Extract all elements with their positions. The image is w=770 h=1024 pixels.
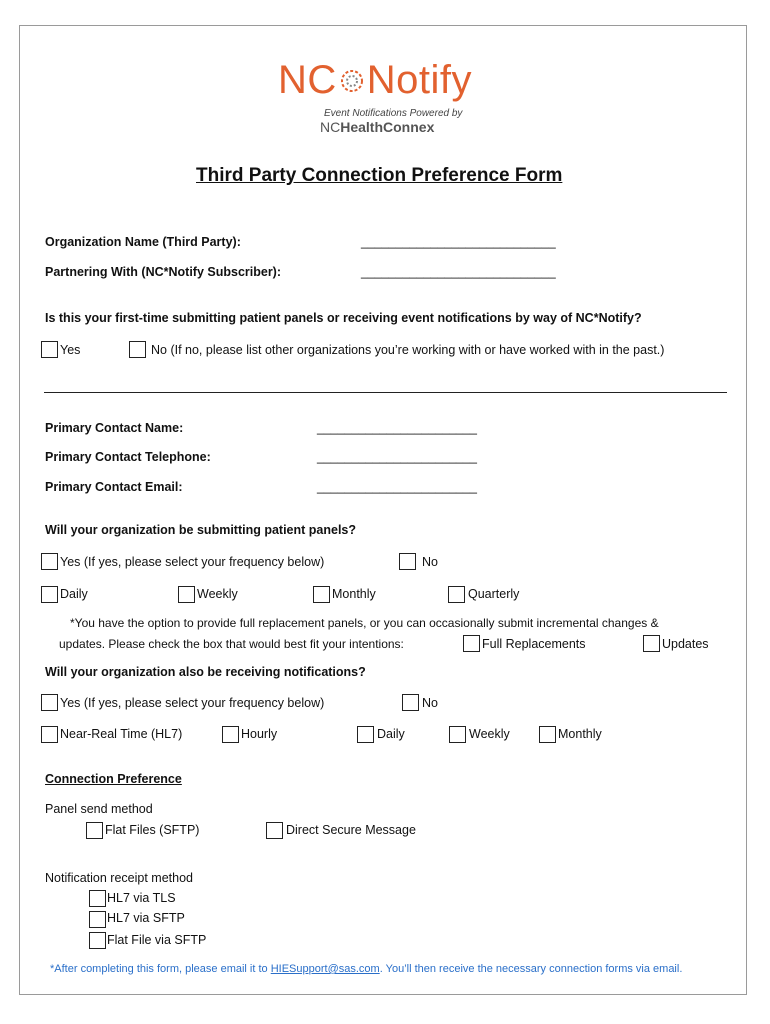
panels-no-checkbox[interactable] <box>399 553 416 570</box>
panels-weekly-checkbox[interactable] <box>178 586 195 603</box>
updates-label: Updates <box>662 637 709 651</box>
notifications-yes-label: Yes (If yes, please select your frequency below) <box>60 696 325 710</box>
logo-swirl-icon <box>338 67 366 95</box>
ncnotify-logo <box>278 58 472 103</box>
flat-files-sftp-label: Flat Files (SFTP) <box>105 823 200 837</box>
panels-weekly-label: Weekly <box>197 587 238 601</box>
first-time-question: Is this your first-time submitting patient panels or receiving event notifications by way of NC*Notify? <box>45 311 642 325</box>
contact-name-field[interactable]: _______________________ <box>317 421 477 435</box>
notif-realtime-checkbox[interactable] <box>41 726 58 743</box>
logo-tagline: Event Notifications Powered by <box>324 108 463 119</box>
flat-file-sftp-label: Flat File via SFTP <box>107 933 207 947</box>
notif-hourly-checkbox[interactable] <box>222 726 239 743</box>
notifications-question: Will your organization also be receiving notifications? <box>45 665 366 679</box>
panels-note-line1: *You have the option to provide full replacement panels, or you can occasionally submit incremental changes & <box>70 616 659 630</box>
notifications-yes-checkbox[interactable] <box>41 694 58 711</box>
panels-yes-label: Yes (If yes, please select your frequency below) <box>60 555 325 569</box>
notif-daily-label: Daily <box>377 727 405 741</box>
first-time-yes-checkbox[interactable] <box>41 341 58 358</box>
first-time-no-checkbox[interactable] <box>129 341 146 358</box>
full-replacements-checkbox[interactable] <box>463 635 480 652</box>
flat-files-sftp-checkbox[interactable] <box>86 822 103 839</box>
notif-hourly-label: Hourly <box>241 727 278 741</box>
contact-phone-field[interactable]: _______________________ <box>317 450 477 464</box>
support-email-link[interactable]: HIESupport@sas.com <box>270 963 380 975</box>
partner-label: Partnering With (NC*Notify Subscriber): <box>45 265 282 279</box>
panels-yes-checkbox[interactable] <box>41 553 58 570</box>
healthconnex-logo <box>320 119 434 137</box>
panels-quarterly-checkbox[interactable] <box>448 586 465 603</box>
panels-question: Will your organization be submitting patient panels? <box>45 523 357 537</box>
notifications-no-label: No <box>422 696 438 710</box>
panels-no-label: No <box>422 555 438 569</box>
connection-heading: Connection Preference <box>45 772 182 786</box>
hl7-tls-checkbox[interactable] <box>89 890 106 907</box>
panels-daily-label: Daily <box>60 587 88 601</box>
contact-email-field[interactable]: _______________________ <box>317 480 477 494</box>
full-replacements-label: Full Replacements <box>482 637 586 651</box>
first-time-yes-label: Yes <box>60 343 81 357</box>
section-divider <box>44 392 727 393</box>
logo-hc-prefix: NC <box>320 119 341 135</box>
hl7-sftp-label: HL7 via SFTP <box>107 911 185 925</box>
contact-email-label: Primary Contact Email: <box>45 480 183 494</box>
footer-after: . You’ll then receive the necessary connection forms via email. <box>379 963 683 975</box>
logo-nc-text: NC <box>278 58 337 102</box>
notif-daily-checkbox[interactable] <box>357 726 374 743</box>
flat-file-sftp-checkbox[interactable] <box>89 932 106 949</box>
notif-weekly-label: Weekly <box>469 727 510 741</box>
footer-before: *After completing this form, please email it to <box>50 963 271 975</box>
partner-field[interactable]: ____________________________ <box>361 265 556 279</box>
contact-phone-label: Primary Contact Telephone: <box>45 450 211 464</box>
panel-method-label: Panel send method <box>45 802 153 816</box>
panels-monthly-checkbox[interactable] <box>313 586 330 603</box>
notif-weekly-checkbox[interactable] <box>449 726 466 743</box>
logo-notify-text: Notify <box>366 58 473 102</box>
notif-monthly-checkbox[interactable] <box>539 726 556 743</box>
panels-quarterly-label: Quarterly <box>468 587 520 601</box>
panels-monthly-label: Monthly <box>332 587 376 601</box>
hl7-tls-label: HL7 via TLS <box>107 891 176 905</box>
first-time-no-label: No (If no, please list other organizations you’re working with or have worked with in the past.) <box>151 343 665 357</box>
footer-note <box>50 963 682 975</box>
panels-note-line2: updates. Please check the box that would best fit your intentions: <box>59 637 404 651</box>
direct-secure-checkbox[interactable] <box>266 822 283 839</box>
form-title: Third Party Connection Preference Form <box>196 165 563 186</box>
notifications-no-checkbox[interactable] <box>402 694 419 711</box>
updates-checkbox[interactable] <box>643 635 660 652</box>
contact-name-label: Primary Contact Name: <box>45 421 184 435</box>
org-name-field[interactable]: ____________________________ <box>361 235 556 249</box>
logo-hc-name: HealthConnex <box>340 119 435 135</box>
notif-realtime-label: Near-Real Time (HL7) <box>60 727 183 741</box>
direct-secure-label: Direct Secure Message <box>286 823 416 837</box>
panels-daily-checkbox[interactable] <box>41 586 58 603</box>
org-name-label: Organization Name (Third Party): <box>45 235 241 249</box>
notif-monthly-label: Monthly <box>558 727 602 741</box>
receipt-method-label: Notification receipt method <box>45 871 193 885</box>
hl7-sftp-checkbox[interactable] <box>89 911 106 928</box>
